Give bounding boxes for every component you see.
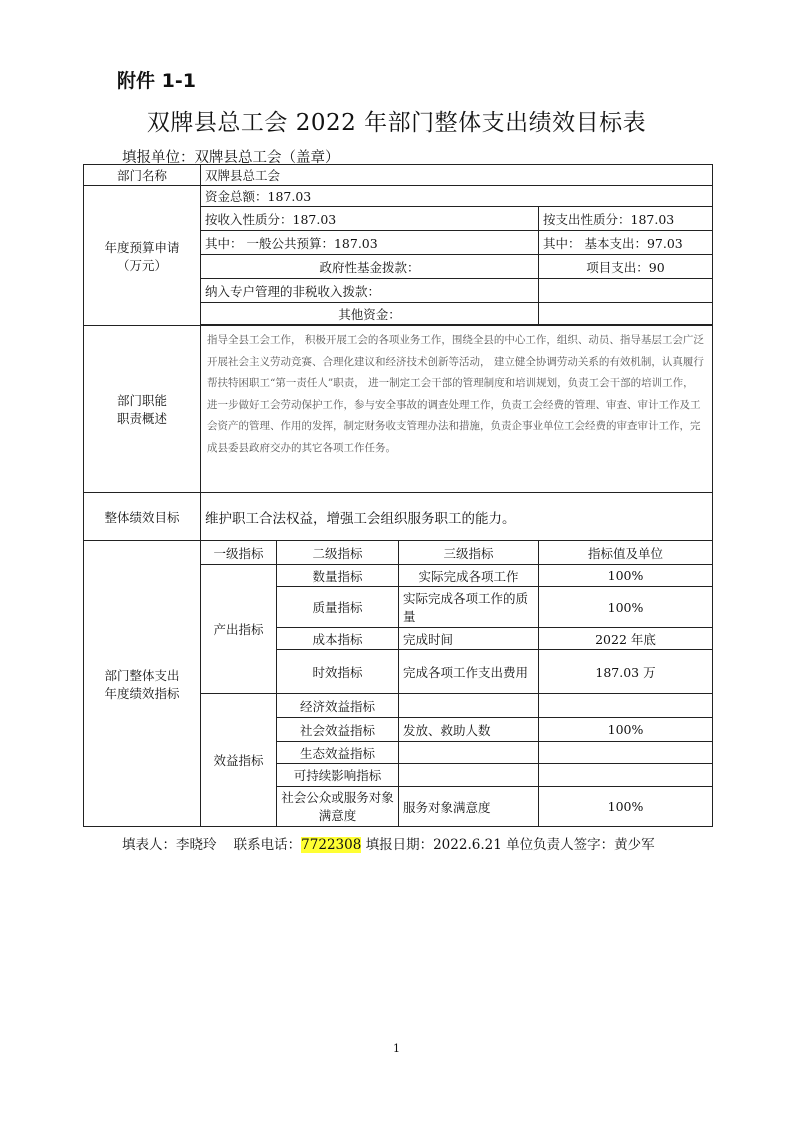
table-row-level2: 可持续影响指标 xyxy=(277,764,399,787)
table-row-value: 100% xyxy=(539,565,713,587)
by-income: 按收入性质分：187.03 xyxy=(201,207,539,231)
header-level2: 二级指标 xyxy=(277,541,399,565)
table-row-value xyxy=(539,764,713,787)
overall-goal-label: 整体绩效目标 xyxy=(84,493,201,541)
table-row-level2: 社会效益指标 xyxy=(277,718,399,742)
budget-label xyxy=(84,186,201,326)
table-row-level3: 实际完成各项工作 xyxy=(399,565,539,587)
by-expense: 按支出性质分：187.03 xyxy=(539,207,713,231)
duty-label xyxy=(84,326,201,493)
attachment-label: 附件 1-1 xyxy=(117,70,196,92)
page-title: 双牌县总工会 2022 年部门整体支出绩效目标表 xyxy=(146,110,647,136)
table-row-level2: 生态效益指标 xyxy=(277,742,399,764)
table-row-value: 100% xyxy=(539,787,713,827)
indicator-label xyxy=(84,541,201,827)
indicator-label-line2: 年度绩效指标 xyxy=(104,685,180,701)
table-row-level3: 完成各项工作支出费用 xyxy=(399,650,539,694)
table-row-level2: 质量指标 xyxy=(277,587,399,628)
table-row-level2: 社会公众或服务对象满意度 xyxy=(277,787,399,827)
table-row-level3: 实际完成各项工作的质量 xyxy=(399,587,539,628)
fund-total: 资金总额：187.03 xyxy=(201,186,713,207)
fill-unit: 填报单位：双牌县总工会（盖章） xyxy=(122,150,340,166)
benefit-indicator-label: 效益指标 xyxy=(201,694,277,827)
budget-label-line2: （万元） xyxy=(116,257,167,273)
table-row-level2: 经济效益指标 xyxy=(277,694,399,718)
table-row-level3: 完成时间 xyxy=(399,628,539,650)
duty-label-line2: 职责概述 xyxy=(116,411,167,426)
dept-name-value: 双牌县总工会 xyxy=(201,165,713,186)
project-expense: 项目支出：90 xyxy=(539,255,713,279)
general-budget: 其中： 一般公共预算：187.03 xyxy=(201,231,539,255)
footer xyxy=(122,833,655,853)
table-row-value xyxy=(539,742,713,764)
table-row-level3 xyxy=(399,694,539,718)
table-row-level2: 数量指标 xyxy=(277,565,399,587)
gov-fund: 政府性基金拨款： xyxy=(201,255,539,279)
table-row-value: 187.03 万 xyxy=(539,650,713,694)
table-row-level2: 成本指标 xyxy=(277,628,399,650)
performance-table xyxy=(83,164,713,827)
duty-label-line1: 部门职能 xyxy=(116,393,167,408)
table-row-value xyxy=(539,694,713,718)
budget-label-line1: 年度预算申请 xyxy=(104,239,180,255)
duty-text: 指导全县工会工作， 积极开展工会的各项业务工作，围绕全县的中心工作，组织、动员、指导基层工会广泛开展社会主义劳动竞赛、合理化建议和经济技术创新等活动， 建立健全协调劳动关系的有效机制，认真履行帮扶特困职工“第一责任人”职责， 进一制定工会干部的管理制度和培训规划，负责工会干部的培训工作， 进一步做好工会劳动保护工作，参与安全事故的调查处理工作，负责工会经费的管理、审查、审计工作及工会资产的管理、作用的发挥，制定财务收支管理办法和措施，负责企事业单位工会经费的审查审计工作，完成县委县政府交办的其它各项工作任务。 xyxy=(201,326,713,493)
filler: 填表人：李晓玲 xyxy=(122,837,217,853)
basic-expense: 其中： 基本支出：97.03 xyxy=(539,231,713,255)
table-row-level3 xyxy=(399,742,539,764)
table-row-level3: 服务对象满意度 xyxy=(399,787,539,827)
dept-name-label: 部门名称 xyxy=(84,165,201,186)
table-row-value: 100% xyxy=(539,587,713,628)
table-row-level3 xyxy=(399,764,539,787)
nontax-income-value xyxy=(539,279,713,303)
page-number: 1 xyxy=(393,1042,400,1055)
output-indicator-label: 产出指标 xyxy=(201,565,277,694)
header-value: 指标值及单位 xyxy=(539,541,713,565)
phone-number: 7722308 xyxy=(301,837,362,853)
header-level3: 三级指标 xyxy=(399,541,539,565)
leader-signature: 单位负责人签字：黄少军 xyxy=(506,837,655,853)
nontax-income: 纳入专户管理的非税收入拨款： xyxy=(201,279,539,303)
fill-date: 填报日期：2022.6.21 xyxy=(365,837,502,853)
table-row-level2: 时效指标 xyxy=(277,650,399,694)
phone-label: 联系电话： xyxy=(233,837,302,853)
table-row-value: 2022 年底 xyxy=(539,628,713,650)
other-funds: 其他资金： xyxy=(201,303,539,325)
table-row-level3: 发放、救助人数 xyxy=(399,718,539,742)
table-row-value: 100% xyxy=(539,718,713,742)
header-level1: 一级指标 xyxy=(201,541,277,565)
indicator-label-line1: 部门整体支出 xyxy=(104,667,180,683)
other-funds-value xyxy=(539,303,713,325)
overall-goal-value: 维护职工合法权益，增强工会组织服务职工的能力。 xyxy=(201,493,713,541)
